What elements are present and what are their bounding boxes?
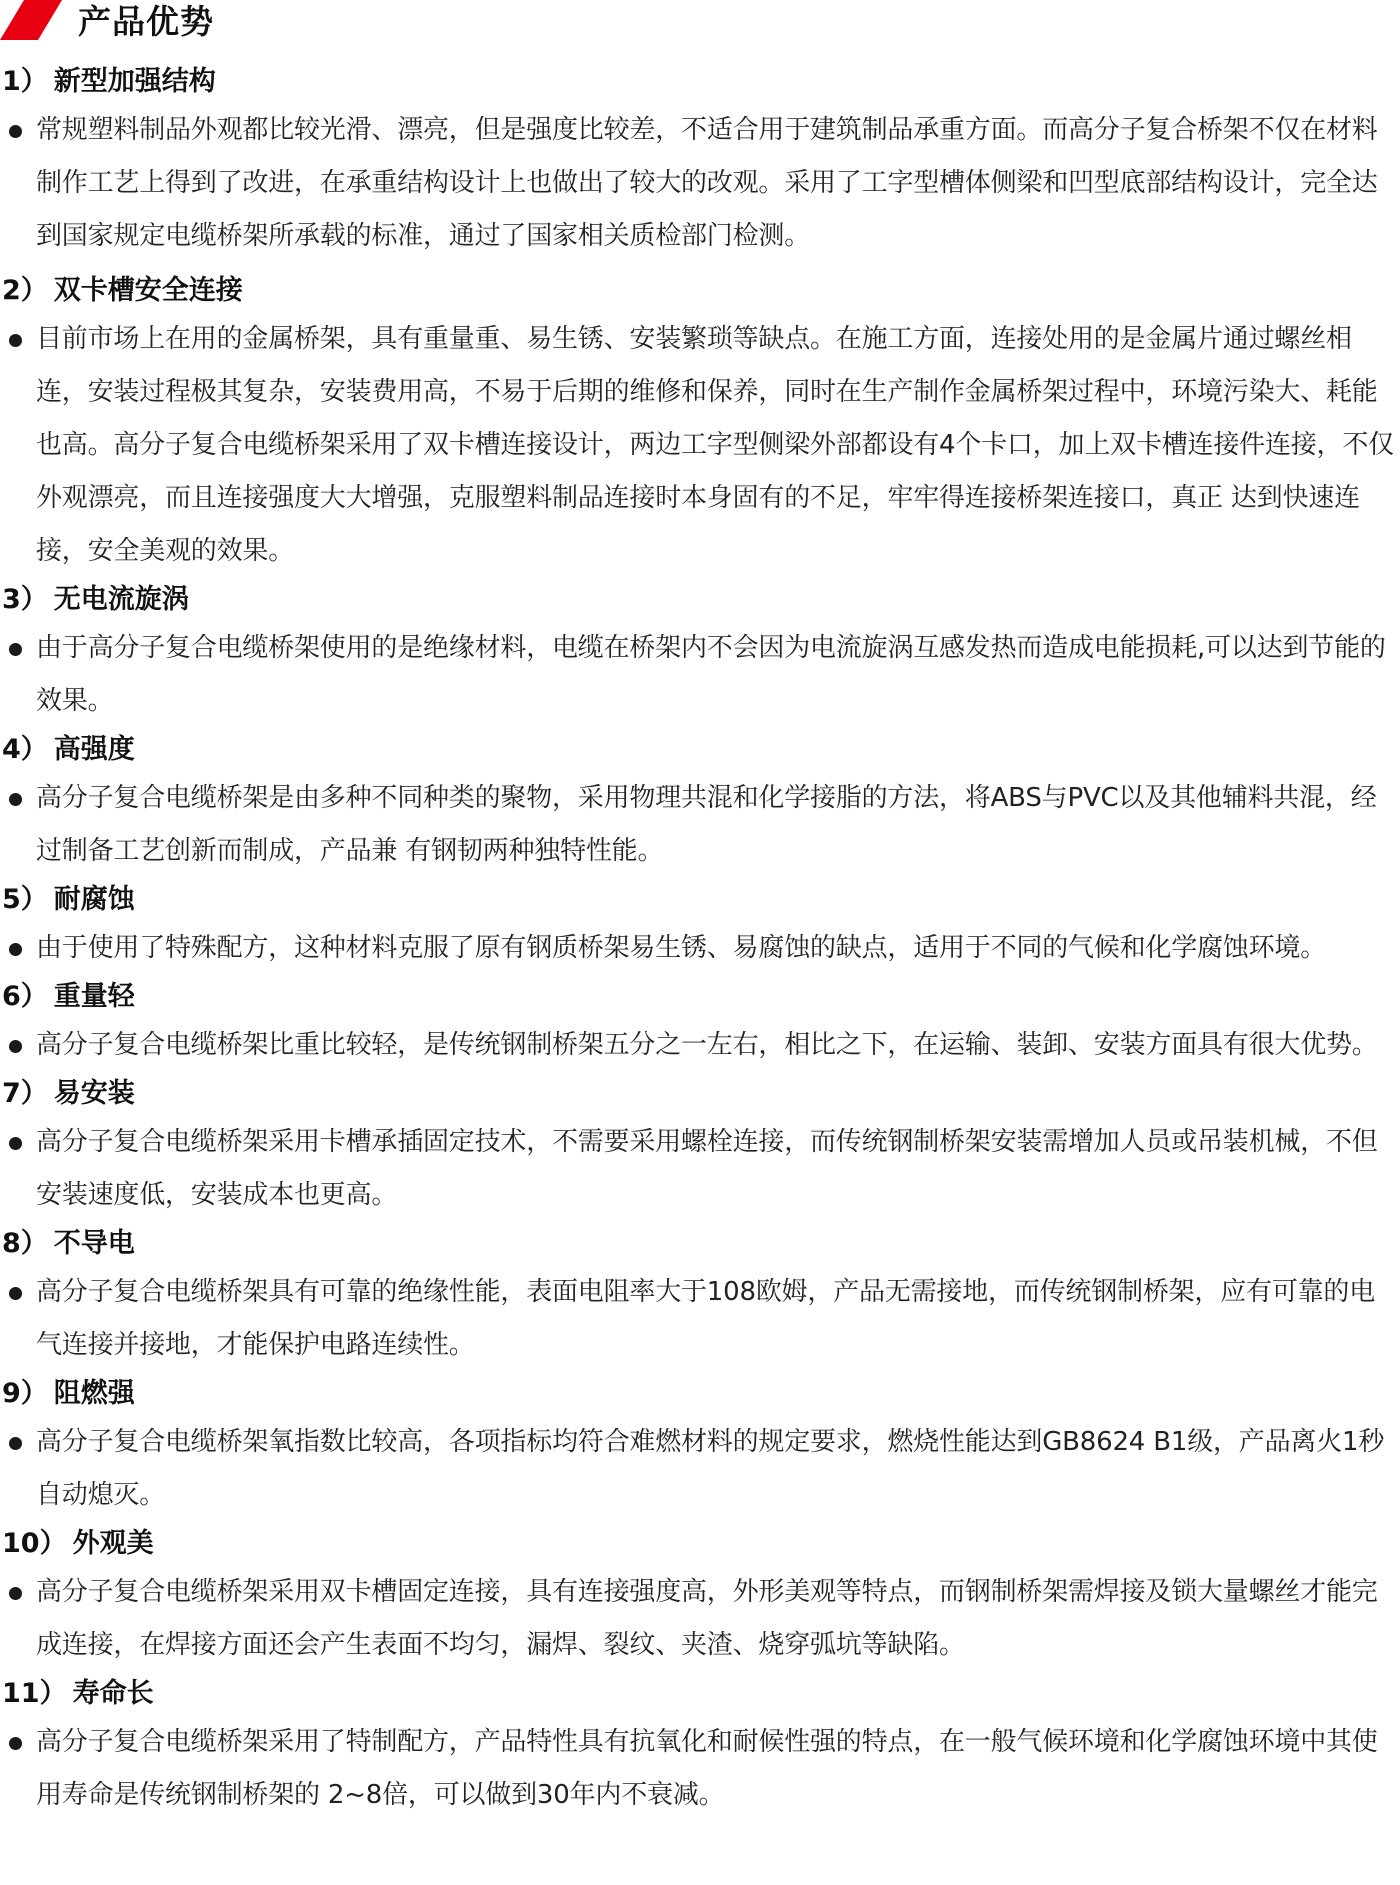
- section-text: 由于高分子复合电缆桥架使用的是绝缘材料，电缆在桥架内不会因为电流旋涡互感发热而造成电能损耗,可以达到节能的效果。: [36, 633, 1386, 716]
- section-title: 易安装: [53, 1078, 135, 1109]
- section-number: 6）: [2, 981, 48, 1012]
- section-9: [0, 1372, 1400, 1522]
- section-title: 阻燃强: [53, 1378, 135, 1409]
- section-number: 2）: [2, 275, 48, 306]
- section-title: 外观美: [72, 1528, 154, 1559]
- section-heading: [0, 728, 1400, 772]
- section-heading: [0, 60, 1400, 104]
- section-number: 9）: [2, 1378, 48, 1409]
- section-7: [0, 1072, 1400, 1222]
- section-heading: [0, 269, 1400, 313]
- section-text: 高分子复合电缆桥架采用了特制配方，产品特性具有抗氧化和耐候性强的特点，在一般气候环境和化学腐蚀环境中其使用寿命是传统钢制桥架的 2~8倍，可以做到30年内不衰减。: [36, 1727, 1378, 1810]
- section-heading: [0, 1072, 1400, 1116]
- section-body: [0, 1416, 1400, 1522]
- section-title: 不导电: [53, 1228, 135, 1259]
- bullet-icon: [9, 1737, 22, 1750]
- section-body: [0, 1116, 1400, 1222]
- section-heading: [0, 1522, 1400, 1566]
- section-title: 重量轻: [53, 981, 135, 1012]
- section-heading: [0, 1222, 1400, 1266]
- section-body: [0, 1566, 1400, 1672]
- section-number: 4）: [2, 734, 48, 765]
- bullet-icon: [9, 1287, 22, 1300]
- section-text: 高分子复合电缆桥架采用卡槽承插固定技术，不需要采用螺栓连接，而传统钢制桥架安装需增加人员或吊装机械，不但安装速度低，安装成本也更高。: [36, 1127, 1378, 1210]
- section-number: 1）: [2, 66, 48, 97]
- bullet-icon: [9, 334, 22, 347]
- section-3: [0, 578, 1400, 728]
- bullet-icon: [9, 1587, 22, 1600]
- section-text: 高分子复合电缆桥架是由多种不同种类的聚物，采用物理共混和化学接脂的方法，将ABS与PVC以及其他辅料共混，经过制备工艺创新而制成，产品兼 有钢韧两种独特性能。: [36, 783, 1377, 866]
- section-body: [0, 922, 1400, 975]
- bullet-icon: [9, 1137, 22, 1150]
- section-number: 5）: [2, 884, 48, 915]
- page-header: [0, 0, 1400, 48]
- section-title: 耐腐蚀: [53, 884, 135, 915]
- bullet-icon: [9, 1040, 22, 1053]
- bullet-icon: [9, 125, 22, 138]
- section-1: [0, 60, 1400, 263]
- section-5: [0, 878, 1400, 975]
- section-title: 高强度: [53, 734, 135, 765]
- section-title: 寿命长: [72, 1678, 154, 1709]
- section-title: 双卡槽安全连接: [53, 275, 243, 306]
- section-body: [0, 313, 1400, 578]
- section-number: 3）: [2, 584, 48, 615]
- section-heading: [0, 1672, 1400, 1716]
- section-body: [0, 1716, 1400, 1822]
- section-number: 10）: [2, 1528, 67, 1559]
- bullet-icon: [9, 643, 22, 656]
- section-title: 新型加强结构: [53, 66, 216, 97]
- section-text: 常规塑料制品外观都比较光滑、漂亮，但是强度比较差，不适合用于建筑制品承重方面。而高分子复合桥架不仅在材料制作工艺上得到了改进，在承重结构设计上也做出了较大的改观。采用了工字型槽体侧梁和凹型底部结构设计，完全达到国家规定电缆桥架所承载的标准，通过了国家相关质检部门检测。: [36, 115, 1378, 251]
- section-body: [0, 772, 1400, 878]
- bullet-icon: [9, 943, 22, 956]
- advantages-list: [0, 60, 1400, 1822]
- section-11: [0, 1672, 1400, 1822]
- section-text: 高分子复合电缆桥架具有可靠的绝缘性能，表面电阻率大于108欧姆，产品无需接地，而传统钢制桥架，应有可靠的电气连接并接地，才能保护电路连续性。: [36, 1277, 1376, 1360]
- section-number: 7）: [2, 1078, 48, 1109]
- section-text: 高分子复合电缆桥架采用双卡槽固定连接，具有连接强度高，外形美观等特点，而钢制桥架需焊接及锁大量螺丝才能完成连接，在焊接方面还会产生表面不均匀，漏焊、裂纹、夹渣、烧穿弧坑等缺陷。: [36, 1577, 1378, 1660]
- section-text: 由于使用了特殊配方，这种材料克服了原有钢质桥架易生锈、易腐蚀的缺点，适用于不同的气候和化学腐蚀环境。: [36, 933, 1327, 963]
- section-6: [0, 975, 1400, 1072]
- section-heading: [0, 975, 1400, 1019]
- section-8: [0, 1222, 1400, 1372]
- section-text: 高分子复合电缆桥架氧指数比较高，各项指标均符合难燃材料的规定要求，燃烧性能达到GB8624 B1级，产品离火1秒自动熄灭。: [36, 1427, 1385, 1510]
- section-body: [0, 1019, 1400, 1072]
- red-slash-icon: [0, 0, 70, 40]
- section-body: [0, 104, 1400, 263]
- section-heading: [0, 1372, 1400, 1416]
- section-text: 目前市场上在用的金属桥架，具有重量重、易生锈、安装繁琐等缺点。在施工方面，连接处用的是金属片通过螺丝相连，安装过程极其复杂，安装费用高，不易于后期的维修和保养，同时在生产制作金属桥架过程中，环境污染大、耗能也高。高分子复合电缆桥架采用了双卡槽连接设计，两边工字型侧梁外部都设有4个卡口，加上双卡槽连接件连接，不仅外观漂亮，而且连接强度大大增强，克服塑料制品连接时本身固有的不足，牢牢得连接桥架连接口，真正 达到快速连接，安全美观的效果。: [36, 324, 1394, 566]
- section-2: [0, 269, 1400, 578]
- bullet-icon: [9, 1437, 22, 1450]
- section-number: 11）: [2, 1678, 67, 1709]
- page-title: 产品优势: [78, 2, 214, 41]
- section-heading: [0, 878, 1400, 922]
- section-10: [0, 1522, 1400, 1672]
- section-text: 高分子复合电缆桥架比重比较轻，是传统钢制桥架五分之一左右，相比之下，在运输、装卸、安装方面具有很大优势。: [36, 1030, 1378, 1060]
- section-body: [0, 622, 1400, 728]
- section-title: 无电流旋涡: [53, 584, 189, 615]
- bullet-icon: [9, 793, 22, 806]
- section-4: [0, 728, 1400, 878]
- section-body: [0, 1266, 1400, 1372]
- section-heading: [0, 578, 1400, 622]
- section-number: 8）: [2, 1228, 48, 1259]
